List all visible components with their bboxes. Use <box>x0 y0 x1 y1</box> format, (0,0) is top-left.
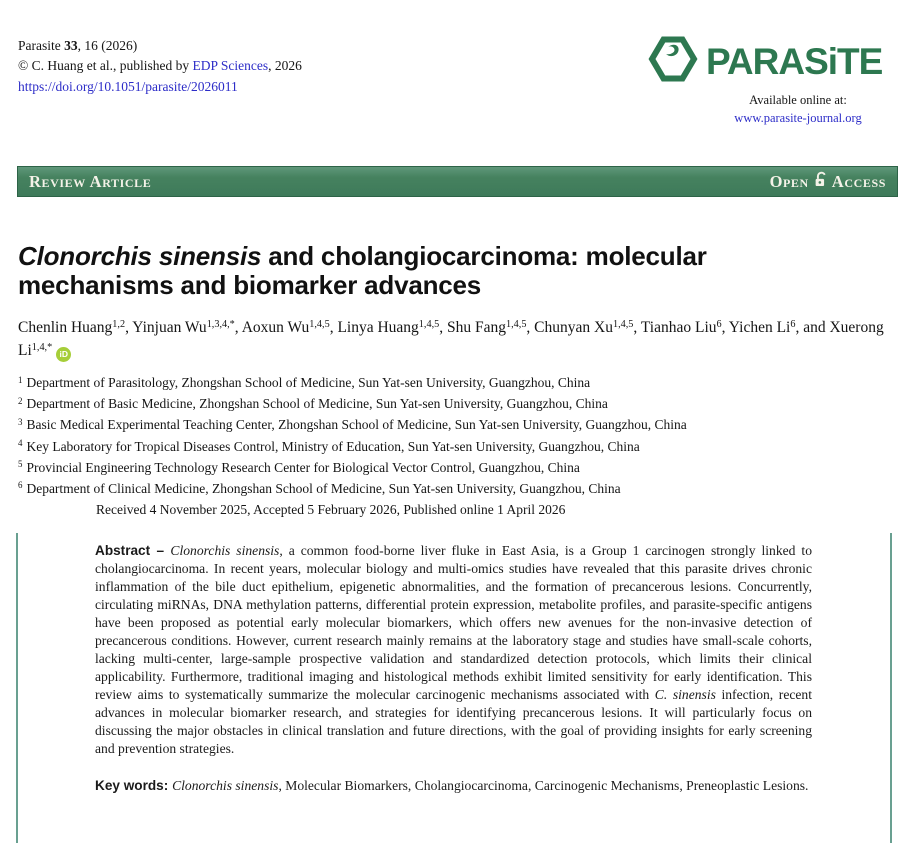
citation-block <box>18 36 302 97</box>
affiliation-text: Key Laboratory for Tropical Diseases Control, Ministry of Education, Sun Yat-sen University, Guangzhou, China <box>26 438 640 454</box>
affiliation-text: Department of Parasitology, Zhongshan School of Medicine, Sun Yat-sen University, Guangzhou, China <box>26 375 591 390</box>
journal-url-link[interactable]: www.parasite-journal.org <box>734 110 862 125</box>
affiliation-number: 3 <box>18 416 23 427</box>
affiliation-item <box>18 457 687 478</box>
affiliation-text: Provincial Engineering Technology Research Center for Biological Vector Control, Guangzhou, China <box>26 459 580 475</box>
author-names: Chenlin Huang$^{1,2}$, Yinjuan $Wu^{1,3,4,*}$, Aoxun Wu$^{1,4,5}$, Linya Huang$^{1,4,5}$, Shu Fang$^{1,4,5}$, Chunyan Xu$^{1,4,5}$, Tianhao Liu$^6$, Yichen Li$^6$, and Xuerong $Li^{1,4,*}$ <box>18 318 884 360</box>
affiliation-text: Basic Medical Experimental Teaching Center, Zhongshan School of Medicine, Sun Yat-sen University, Guangzhou, China <box>26 417 687 433</box>
affiliation-number: 2 <box>18 395 23 406</box>
edp-sciences-link[interactable]: EDP Sciences <box>192 58 269 74</box>
affiliation-number: 4 <box>18 438 23 449</box>
copyright-line: © C. Huang et al., published by EDP Sciences, 2026 <box>18 58 302 74</box>
doi-link[interactable]: https://doi.org/10.1051/parasite/2026011 <box>18 78 238 94</box>
article-type-label: Review Article <box>29 171 152 191</box>
orcid-icon[interactable]: iD <box>56 347 71 362</box>
abstract-box <box>16 533 892 843</box>
article-title <box>18 242 778 300</box>
affiliation-item <box>18 393 687 414</box>
journal-logo-block <box>648 34 896 127</box>
keywords-paragraph: Key words: Clonorchis sinensis, Molecular Biomarkers, Cholangiocarcinoma, Carcinogenic Mechanisms, Preneoplastic Lesions. <box>95 778 809 793</box>
journal-logo <box>648 34 896 89</box>
doi-line <box>18 77 302 97</box>
affiliation-number: 1 <box>18 374 23 385</box>
affiliation-item <box>18 436 687 457</box>
affiliation-item <box>18 478 687 499</box>
article-dates: Received 4 November 2025, Accepted 5 February 2026, Published online 1 April 2026 <box>96 502 566 517</box>
open-label: Open <box>769 171 809 191</box>
access-label: Access <box>831 171 886 191</box>
affiliation-number: 5 <box>18 459 23 470</box>
open-access-badge <box>770 171 886 193</box>
available-online-block <box>648 92 896 127</box>
article-title-line2: mechanisms and biomarker advances <box>18 270 482 300</box>
open-access-lock-icon <box>814 171 827 193</box>
parasite-hexagon-icon <box>648 34 698 89</box>
affiliation-number: 6 <box>18 480 23 491</box>
journal-logo-wordmark: PARASiTE <box>706 41 883 82</box>
affiliation-text: Department of Basic Medicine, Zhongshan School of Medicine, Sun Yat-sen University, Guangzhou, China <box>26 396 608 412</box>
abstract-paragraph: Abstract – Clonorchis sinensis, a common food-borne liver fluke in East Asia, is a Group 1 carcinogen strongly linked to cholangiocarcinoma. In recent years, molecular biology and multi-omics studies have revealed that this parasite drives chronic inflammation of the bile duct epithelium, epigenetic abnormalities, and the formation of precancerous lesions. Concurrently, circulating miRNAs, DNA methylation patterns, differential protein expression, metabolite profiles, and parasite-specific antigens have been proposed as potential early molecular biomarkers, which offers new avenues for the non-invasive detection of precancerous conditions. However, current research mainly remains at the laboratory stage and studies have small-scale cohorts, lacking multi-center, large-sample prospective validation and standardized detection protocols, which limits their clinical applicability. Furthermore, traditional imaging and histological methods exhibit limited sensitivity for early identification. This review aims to systematically summarize the molecular carcinogenic mechanisms associated with C. sinensis infection, recent advances in molecular biomarker research, and strategies for identifying precancerous lesions. It will particularly focus on discussing the major obstacles in clinical translation and future directions, with the goal of providing insights for early screening and prevention strategies. <box>95 543 812 756</box>
article-title-line1: Clonorchis sinensis and cholangiocarcinoma: molecular <box>18 241 707 271</box>
article-type-banner <box>17 166 898 197</box>
affiliation-list <box>18 372 687 499</box>
available-online-label: Available online at: <box>749 93 847 107</box>
affiliation-text: Department of Clinical Medicine, Zhongshan School of Medicine, Sun Yat-sen University, Guangzhou, China <box>26 480 621 496</box>
affiliation-item <box>18 414 687 435</box>
author-list <box>18 316 896 363</box>
affiliation-item <box>18 372 687 393</box>
citation-line: Parasite 33, 16 (2026) <box>18 38 138 53</box>
